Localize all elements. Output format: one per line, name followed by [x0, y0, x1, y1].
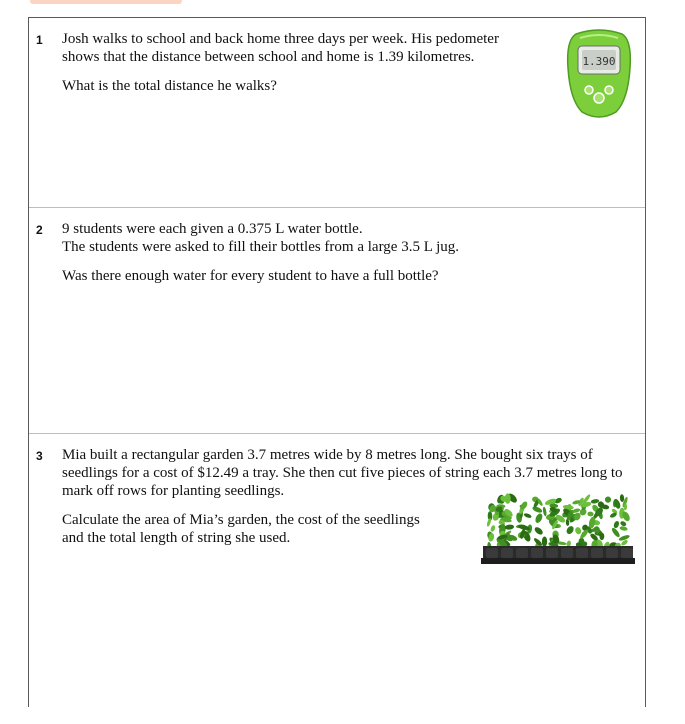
question-3	[29, 434, 645, 724]
question-1	[29, 18, 645, 208]
seedling-tray-icon	[479, 484, 637, 574]
question-paragraph: The students were asked to fill their bottles from a large 3.5 L jug.	[62, 239, 459, 255]
pedometer-reading: 1.390	[582, 55, 616, 68]
question-paragraph: Josh walks to school and back home three days per week. His pedometer shows that the distance between school and home is 1.39 kilometres.	[62, 31, 499, 65]
question-text	[62, 220, 532, 296]
question-paragraph: Mia built a rectangular garden 3.7 metres wide by 8 metres long. She bought six trays of seedlings for a cost of $12.49 a tray. She then cut five pieces of string each 3.7 metres long to mark off rows for planting seedlings.	[62, 447, 623, 499]
question-paragraph: 9 students were each given a 0.375 L water bottle.	[62, 221, 363, 237]
question-number: 3	[36, 449, 43, 463]
header-accent-tab	[30, 0, 182, 4]
question-2	[29, 208, 645, 434]
question-prompt: What is the total distance he walks?	[62, 78, 277, 94]
question-prompt: Calculate the area of Mia’s garden, the cost of the seedlings and the total length of string she used.	[62, 512, 420, 546]
worksheet	[28, 17, 646, 707]
question-number: 2	[36, 223, 43, 237]
pedometer-icon	[566, 28, 632, 120]
question-number: 1	[36, 33, 43, 47]
question-prompt: Was there enough water for every student to have a full bottle?	[62, 268, 439, 284]
question-text	[62, 30, 532, 106]
